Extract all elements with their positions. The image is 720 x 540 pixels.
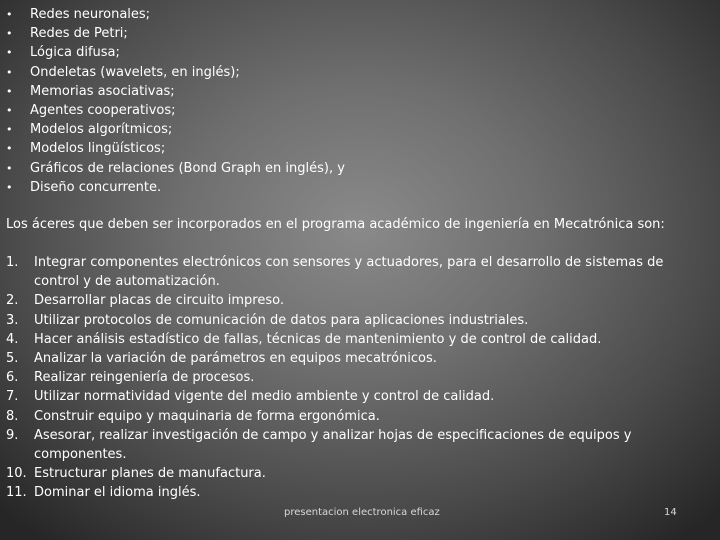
page-number: 14 <box>664 507 677 518</box>
item-number: 5. <box>6 351 19 367</box>
bullet-icon: • <box>6 46 13 60</box>
item-text: Integrar componentes electrónicos con sensores y actuadores, para el desarrollo de sistemas de control y de automatización. <box>34 255 664 290</box>
numbered-item <box>6 368 712 387</box>
bullet-item <box>6 178 345 197</box>
numbered-item <box>6 253 712 291</box>
item-number: 4. <box>6 331 19 347</box>
item-number: 1. <box>6 255 19 270</box>
numbered-item <box>6 483 712 502</box>
item-number: 3. <box>6 312 19 328</box>
item-number: 9. <box>6 427 19 443</box>
numbered-item <box>6 426 712 464</box>
bullet-text: Lógica difusa; <box>30 45 120 61</box>
bullet-text: Agentes cooperativos; <box>30 102 176 118</box>
item-text: Asesorar, realizar investigación de campo y analizar hojas de especificaciones de equipos y componentes. <box>34 427 632 463</box>
bullet-text: Diseño concurrente. <box>30 179 162 195</box>
intro-paragraph: Los áceres que deben ser incorporados en el programa académico de ingeniería en Mecatrónica son: <box>6 217 665 232</box>
item-number: 8. <box>6 408 19 424</box>
numbered-item <box>6 291 712 310</box>
numbered-item <box>6 464 712 483</box>
bullet-icon: • <box>6 8 13 21</box>
bullet-item <box>6 120 345 139</box>
item-number: 10. <box>6 466 27 482</box>
item-text: Dominar el idioma inglés. <box>34 485 201 501</box>
numbered-item <box>6 349 712 368</box>
bullet-item <box>6 101 345 120</box>
bullet-text: Redes de Petri; <box>30 26 128 42</box>
bullet-text: Memorias asociativas; <box>30 83 175 99</box>
bullet-item <box>6 139 345 158</box>
item-text: Construir equipo y maquinaria de forma ergonómica. <box>34 408 380 424</box>
bullet-item <box>6 43 345 62</box>
bullet-text: Redes neuronales; <box>30 7 151 22</box>
bullet-text: Gráficos de relaciones (Bond Graph en inglés), y <box>30 160 345 176</box>
numbered-item <box>6 330 712 349</box>
bullet-icon: • <box>6 65 13 79</box>
item-text: Utilizar normatividad vigente del medio ambiente y control de calidad. <box>34 389 495 405</box>
bullet-icon: • <box>6 84 13 98</box>
bullet-list <box>6 5 345 197</box>
bullet-icon: • <box>6 123 13 137</box>
bullet-item <box>6 159 345 178</box>
item-text: Analizar la variación de parámetros en equipos mecatrónicos. <box>34 351 437 367</box>
bullet-icon: • <box>6 27 13 41</box>
item-number: 2. <box>6 293 19 309</box>
numbered-item <box>6 311 712 330</box>
bullet-icon: • <box>6 161 13 175</box>
bullet-text: Modelos algorítmicos; <box>30 122 173 138</box>
bullet-icon: • <box>6 180 13 194</box>
bullet-text: Ondeletas (wavelets, en inglés); <box>30 64 240 80</box>
bullet-item <box>6 63 345 82</box>
bullet-icon: • <box>6 103 13 117</box>
bullet-item <box>6 5 345 24</box>
footer-text: presentacion electronica eficaz <box>284 507 440 518</box>
item-number: 11. <box>6 485 27 501</box>
numbered-item <box>6 387 712 406</box>
item-text: Realizar reingeniería de procesos. <box>34 370 255 386</box>
item-text: Utilizar protocolos de comunicación de datos para aplicaciones industriales. <box>34 312 529 328</box>
numbered-item <box>6 407 712 426</box>
bullet-item <box>6 24 345 43</box>
bullet-item <box>6 82 345 101</box>
item-number: 6. <box>6 370 19 386</box>
bullet-icon: • <box>6 142 13 156</box>
numbered-list <box>6 253 712 503</box>
item-number: 7. <box>6 389 19 405</box>
bullet-text: Modelos lingüísticos; <box>30 141 166 157</box>
item-text: Hacer análisis estadístico de fallas, técnicas de mantenimiento y de control de calidad. <box>34 331 602 347</box>
item-text: Desarrollar placas de circuito impreso. <box>34 293 284 309</box>
item-text: Estructurar planes de manufactura. <box>34 466 266 482</box>
